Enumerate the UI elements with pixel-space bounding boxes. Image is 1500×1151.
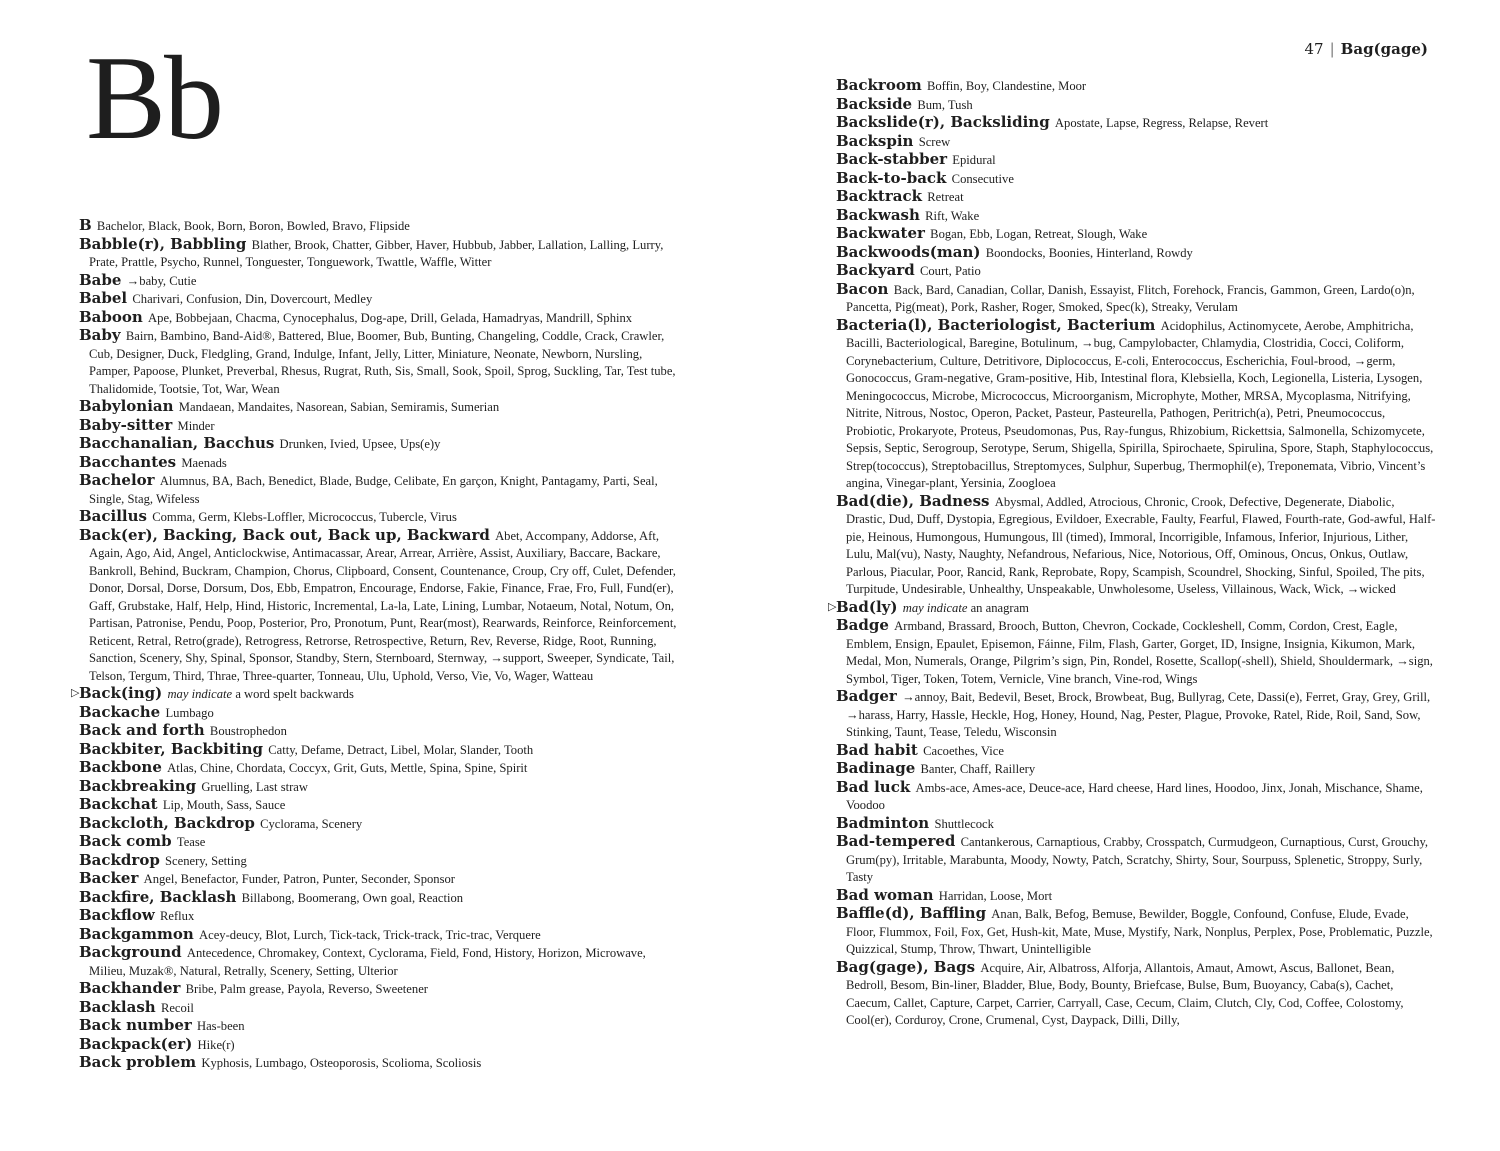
dictionary-entry — [836, 170, 1436, 189]
entry-headword: Back-to-back — [836, 168, 947, 187]
dictionary-entry — [79, 796, 679, 815]
dictionary-entry — [79, 926, 679, 945]
entry-definitions: Ambs-ace, Ames-ace, Deuce-ace, Hard cheese, Hard lines, Hoodoo, Jinx, Jonah, Mischance, Shame, Voodoo — [846, 780, 1423, 812]
entry-definitions: Court, Patio — [919, 264, 981, 278]
entry-headword: Back(ing) — [79, 684, 163, 702]
entry-definitions: Acey-deucy, Blot, Lurch, Tick-tack, Trick-track, Tric-trac, Verquere — [199, 927, 541, 942]
entry-headword: Back comb — [79, 832, 172, 850]
entry-definitions: Consecutive — [951, 171, 1014, 186]
entry-definitions: Lip, Mouth, Sass, Sauce — [162, 798, 286, 812]
dictionary-entry — [836, 262, 1436, 281]
entry-headword: Backbreaking — [79, 776, 197, 795]
entry-definitions: →baby, Cutie — [126, 273, 197, 288]
entry-headword: Backlash — [79, 997, 156, 1016]
entry-headword: Backfire, Backlash — [79, 887, 237, 906]
entry-definitions: Acquire, Air, Albatross, Alforja, Allantois, Amaut, Amowt, Ascus, Ballonet, Bean, Bedroll, Besom, Bin-liner, Bladder, Blue, Body, Bounty, Briefcase, Bulse, Bum, Buoyancy, Caba(s), Cachet, Caecum, Callet, Capture, Carpet, Carrier, Carryall, Case, Cecum, Claim, Clutch, Cly, Cod, Coffee, Colostomy, Cool(er), Corduroy, Crone, Crumenal, Cyst, Daypack, Dilli, Dilly, — [846, 960, 1404, 1027]
entry-headword: Backbone — [79, 758, 162, 776]
running-head: Bag(gage) — [1340, 40, 1428, 58]
entry-definitions: Has-been — [197, 1019, 245, 1033]
entry-headword: Backer — [79, 869, 139, 887]
dictionary-entry — [79, 1036, 679, 1055]
entry-definitions: Bribe, Palm grease, Payola, Reverso, Sweetener — [185, 982, 428, 996]
entry-definitions: Abysmal, Addled, Atrocious, Chronic, Crook, Defective, Degenerate, Diabolic, Drastic, Dud, Duff, Dystopia, Egregious, Evildoer, Execrable, Faulty, Fearful, Flawed, Fourth-rate, God-awful, Half-pie, Heinous, Humongous, Humungous, Ill (timed), Immoral, Incorrigible, Infamous, Inferior, Injurious, Lither, Lulu, Mal(vu), Nasty, Naughty, Nefandrous, Nefarious, Nice, Notorious, Off, Ominous, Oncus, Onkus, Outlaw, Parlous, Piacular, Poor, Rancid, Rank, Reprobate, Ropy, Scampish, Scoundrel, Shocking, Sinful, Spoiled, The pits, Turpitude, Undesirable, Unhealthy, Unspeakable, Unwholesome, Useless, Villainous, Wack, Wick, →wicked — [846, 494, 1436, 596]
entry-headword: Bad-tempered — [836, 832, 956, 850]
entry-headword: Back and forth — [79, 721, 205, 739]
entry-headword: Bacchantes — [79, 452, 177, 471]
entry-definitions: Alumnus, BA, Bach, Benedict, Blade, Budge, Celibate, En garçon, Knight, Pantagamy, Parti, Seal, Single, Stag, Wifeless — [89, 474, 658, 506]
dictionary-entry — [79, 1054, 679, 1073]
dictionary-entry — [836, 96, 1436, 115]
entry-headword: Babble(r), Babbling — [79, 234, 247, 253]
dictionary-entry — [79, 309, 679, 328]
entry-headword: Bad habit — [836, 740, 918, 759]
entry-definitions: →annoy, Bait, Bedevil, Beset, Brock, Browbeat, Bug, Bullyrag, Cete, Dassi(e), Ferret, Gray, Grey, Grill, →harass, Harry, Hassle, Heckle, Hog, Honey, Hound, Nag, Pester, Plague, Provoke, Ratel, Ride, Roil, Sand, Sow, Stinking, Taunt, Tease, Teledu, Wisconsin — [846, 690, 1431, 739]
entry-definitions: Drunken, Ivied, Upsee, Ups(e)y — [279, 437, 441, 451]
dictionary-entry — [71, 684, 679, 704]
dictionary-entry — [79, 472, 679, 508]
dictionary-entry — [79, 527, 679, 686]
entry-headword: Baby — [79, 326, 121, 344]
entry-definitions: a word spelt backwards — [235, 687, 354, 701]
dictionary-entry — [836, 493, 1436, 599]
entry-definitions: Bogan, Ebb, Logan, Retreat, Slough, Wake — [930, 227, 1148, 241]
entry-definitions: Back, Bard, Canadian, Collar, Danish, Essayist, Flitch, Forehock, Francis, Gammon, Green, Lardo(o)n, Pancetta, Pig(meat), Pork, Rasher, Roger, Smoked, Spec(k), Streaky, Verulam — [846, 282, 1415, 314]
dictionary-entry — [79, 508, 679, 527]
entry-headword: Background — [79, 943, 182, 961]
entry-headword: Backflow — [79, 906, 155, 924]
entry-definitions: Abet, Accompany, Addorse, Aft, Again, Ago, Aid, Angel, Anticlockwise, Antimacassar, Arear, Arrear, Arrière, Assist, Auxiliary, Baccare, Backare, Bankroll, Behind, Buckram, Champion, Chorus, Clipboard, Consent, Countenance, Croup, Cry off, Culet, Defender, Donor, Dorsal, Dorse, Dorsum, Dos, Ebb, Empatron, Encourage, Endorse, Fakie, Finance, Frae, Fro, Full, Fund(er), Gaff, Grubstake, Half, Help, Hind, Historic, Incremental, La-la, Late, Lining, Lumbar, Notaeum, Notal, Notum, On, Partisan, Patronise, Pendu, Poop, Posterior, Pro, Pronotum, Punt, Rear(most), Rearwards, Reinforce, Reinforcement, Reticent, Retral, Retro(grade), Retrogress, Retrorse, Retrospective, Return, Rev, Reverse, Ridge, Root, Running, Sanction, Scenery, Shy, Spinal, Sponsor, Standby, Stern, Sternboard, Sternway, →support, Sweeper, Syndicate, Tail, Telson, Tergum, Third, Thrae, Three-quarter, Tonneau, Ulu, Uphold, Verso, Vie, Vo, Wager, Watteau — [89, 528, 677, 683]
entry-definitions: Retreat — [927, 190, 964, 204]
entry-headword: Babylonian — [79, 397, 174, 415]
entry-definitions: Armband, Brassard, Brooch, Button, Chevron, Cockade, Cockleshell, Comm, Cordon, Crest, Eagle, Emblem, Ensign, Epaulet, Episemon, Fáinne, Film, Flash, Garter, Gorget, ID, Insigne, Insignia, Kikumon, Mark, Medal, Mon, Numerals, Orange, Pilgrim’s sign, Pin, Rondel, Rosette, Scallop(-shell), Shield, Shouldermark, →sign, Symbol, Tiger, Token, Totem, Vernicle, Vine branch, Vine-rod, Wings — [846, 619, 1433, 686]
entry-definitions: Boondocks, Boonies, Hinterland, Rowdy — [985, 245, 1193, 260]
entry-definitions: Mandaean, Mandaites, Nasorean, Sabian, Semiramis, Sumerian — [178, 400, 500, 414]
entry-definitions: Scenery, Setting — [165, 853, 247, 868]
dictionary-entry — [79, 907, 679, 926]
dictionary-entry — [836, 244, 1436, 263]
entry-headword: Backslide(r), Backsliding — [836, 113, 1050, 131]
indicator-triangle-icon: ▷ — [828, 600, 837, 613]
dictionary-entry — [79, 704, 679, 723]
entry-definitions: Bairn, Bambino, Band-Aid®, Battered, Blue, Boomer, Bub, Bunting, Changeling, Coddle, Crack, Crawler, Cub, Designer, Duck, Fledgling, Grand, Indulge, Infant, Jelly, Litter, Miniature, Neonate, Newborn, Nursling, Pamper, Papoose, Plunket, Preverbal, Rhesus, Rugrat, Ruth, Sis, Small, Sook, Spoil, Sprog, Suckling, Tar, Test tube, Thalidomide, Tootsie, Tot, War, Wean — [89, 329, 676, 396]
right-column — [828, 76, 1436, 1030]
entry-headword: Babel — [79, 289, 128, 307]
entry-definitions: Angel, Benefactor, Funder, Patron, Punter, Seconder, Sponsor — [143, 872, 455, 886]
entry-headword: B — [79, 216, 92, 234]
dictionary-entry — [79, 980, 679, 999]
entry-headword: Bag(gage), Bags — [836, 957, 976, 976]
entry-headword: Backhander — [79, 979, 181, 997]
entry-headword: Backroom — [836, 76, 922, 94]
indicator-triangle-icon: ▷ — [71, 687, 80, 699]
entry-headword: Backyard — [836, 261, 915, 279]
dictionary-entry — [79, 944, 679, 980]
entry-definitions: Screw — [918, 134, 951, 149]
dictionary-entry — [836, 760, 1436, 779]
entry-headword: Backtrack — [836, 187, 923, 205]
entry-headword: Backache — [79, 702, 161, 721]
page-header — [1305, 40, 1428, 58]
entry-italic-note: may indicate — [902, 600, 968, 615]
dictionary-entry — [836, 779, 1436, 815]
entry-definitions: Apostate, Lapse, Regress, Relapse, Revert — [1054, 116, 1269, 130]
entry-definitions: Antecedence, Chromakey, Context, Cyclorama, Field, Fond, History, Horizon, Microwave, Milieu, Muzak®, Natural, Retrally, Scenery, Setting, Ulterior — [89, 946, 646, 978]
entry-definitions: Billabong, Boomerang, Own goal, Reaction — [241, 890, 464, 905]
entry-definitions: Gruelling, Last straw — [201, 779, 308, 794]
dictionary-entry — [828, 597, 1436, 618]
entry-headword: Badminton — [836, 813, 930, 832]
entry-definitions: Boustrophedon — [209, 724, 287, 738]
dictionary-entry — [79, 417, 679, 436]
entry-headword: Backpack(er) — [79, 1034, 193, 1053]
dictionary-entry — [836, 133, 1436, 152]
entry-headword: Bad(die), Badness — [836, 491, 990, 510]
entry-definitions: Shuttlecock — [934, 816, 994, 831]
dictionary-entry — [79, 741, 679, 760]
entry-definitions: Tease — [176, 835, 206, 849]
entry-headword: Backchat — [79, 795, 158, 813]
entry-headword: Back problem — [79, 1053, 197, 1071]
entry-definitions: Cantankerous, Carnaptious, Crabby, Crosspatch, Curmudgeon, Curnaptious, Curst, Grouchy, Grum(py), Irritable, Marabunta, Moody, Nowty, Patch, Scratchy, Shirty, Sour, Sourpuss, Splenetic, Stroppy, Surly, Tasty — [846, 835, 1429, 884]
entry-headword: Backwater — [836, 224, 925, 242]
entry-definitions: Lumbago — [165, 705, 214, 720]
entry-definitions: Recoil — [160, 1000, 194, 1015]
entry-definitions: Epidural — [952, 153, 996, 167]
dictionary-entry — [836, 617, 1436, 688]
dictionary-entry — [836, 815, 1436, 834]
entry-definitions: Hike(r) — [197, 1037, 235, 1052]
entry-definitions: Acidophilus, Actinomycete, Aerobe, Amphitricha, Bacilli, Bacteriological, Baregine, Botulinum, →bug, Campylobacter, Chlamydia, Clostridia, Cocci, Coliform, Corynebacterium, Culture, Detritivore, Diplococcus, E-coli, Enterococcus, Escherichia, Foul-brood, →germ, Gonococcus, Gram-negative, Gram-positive, Hib, Intestinal flora, Klebsiella, Koch, Legionella, Listeria, Lysogen, Meningococcus, Microbe, Micrococcus, Microorganism, Microphyte, Mother, MRSA, Mycoplasma, Nitrifying, Nitrite, Nitrous, Nostoc, Operon, Packet, Pasteur, Pasteurella, Pathogen, Peritrich(a), Petri, Pneumococcus, Probiotic, Prokaryote, Proteus, Pseudomonas, Pus, Ray-fungus, Rhizobium, Rickettsia, Salmonella, Schizomycete, Sepsis, Septic, Serogroup, Serotype, Serum, Shigella, Spirilla, Spirochaete, Spirulina, Spore, Staph, Staphylococcus, Strep(tococcus), Streptobacillus, Streptomyces, Sulphur, Superbug, Thermophil(e), Treponemata, Vibrio, Vincent’s angina, Vinegar-plant, Yersinia, Zoogloea — [846, 318, 1434, 490]
entry-definitions: Harridan, Loose, Mort — [938, 888, 1053, 903]
dictionary-entry — [836, 207, 1436, 226]
entry-headword: Bad luck — [836, 777, 911, 796]
dictionary-entry — [79, 398, 679, 417]
dictionary-entry — [79, 870, 679, 889]
entry-definitions: Maenads — [181, 455, 227, 470]
entry-headword: Backcloth, Backdrop — [79, 813, 255, 832]
dictionary-entry — [79, 217, 679, 236]
dictionary-entry — [79, 236, 679, 272]
dictionary-entry — [836, 188, 1436, 207]
dictionary-entry — [79, 454, 679, 473]
dictionary-entry — [79, 435, 679, 454]
entry-definitions: Bum, Tush — [917, 97, 973, 112]
dictionary-entry — [836, 833, 1436, 887]
entry-definitions: Blather, Brook, Chatter, Gibber, Haver, Hubbub, Jabber, Lallation, Lalling, Lurry, Prate, Prattle, Psycho, Runnel, Tonguester, Tonguework, Twattle, Waffle, Witter — [89, 237, 664, 269]
dictionary-entry — [836, 281, 1436, 317]
dictionary-entry — [79, 290, 679, 309]
entry-definitions: Banter, Chaff, Raillery — [920, 762, 1036, 776]
dictionary-entry — [79, 778, 679, 797]
entry-headword: Backspin — [836, 131, 914, 150]
entry-headword: Back-stabber — [836, 150, 948, 168]
entry-headword: Bacillus — [79, 507, 147, 525]
entry-definitions: Bachelor, Black, Book, Born, Boron, Bowled, Bravo, Flipside — [96, 219, 410, 233]
entry-headword: Bad woman — [836, 885, 934, 904]
entry-definitions: Ape, Bobbejaan, Chacma, Cynocephalus, Dog-ape, Drill, Gelada, Hamadryas, Mandrill, Sphinx — [148, 310, 633, 325]
section-letter: Bb — [86, 31, 223, 164]
entry-headword: Backside — [836, 94, 913, 113]
entry-definitions: Anan, Balk, Befog, Bemuse, Bewilder, Boggle, Confound, Confuse, Elude, Evade, Floor, Flummox, Foil, Fox, Get, Hush-kit, Mate, Muse, Mystify, Nark, Nonplus, Perplex, Pose, Problematic, Puzzle, Quizzical, Stump, Throw, Thwart, Unintelligible — [846, 907, 1433, 956]
entry-definitions: Rift, Wake — [925, 208, 980, 223]
dictionary-entry — [79, 833, 679, 852]
dictionary-entry — [836, 114, 1436, 133]
entry-headword: Bad(ly) — [836, 597, 898, 616]
entry-definitions: Reflux — [159, 909, 195, 923]
entry-headword: Backgammon — [79, 924, 194, 943]
dictionary-entry — [836, 887, 1436, 906]
entry-definitions: an anagram — [970, 600, 1029, 615]
entry-headword: Badinage — [836, 759, 916, 777]
entry-definitions: Cacoethes, Vice — [923, 743, 1004, 758]
dictionary-entry — [79, 815, 679, 834]
dictionary-entry — [79, 999, 679, 1018]
dictionary-entry — [836, 151, 1436, 170]
dictionary-entry — [79, 272, 679, 291]
entry-headword: Baby-sitter — [79, 415, 173, 434]
entry-definitions: Boffin, Boy, Clandestine, Moor — [926, 79, 1087, 93]
entry-definitions: Minder — [177, 418, 215, 433]
page-number: 47 — [1304, 40, 1324, 58]
entry-headword: Bacon — [836, 279, 889, 298]
entry-headword: Babe — [79, 270, 122, 289]
dictionary-entry — [836, 959, 1436, 1030]
dictionary-entry — [836, 77, 1436, 96]
entry-headword: Backdrop — [79, 850, 160, 869]
entry-headword: Backwoods(man) — [836, 242, 981, 261]
dictionary-entry — [836, 225, 1436, 244]
entry-headword: Back(er), Backing, Back out, Back up, Backward — [79, 525, 490, 544]
entry-definitions: Charivari, Confusion, Din, Dovercourt, Medley — [132, 292, 373, 306]
dictionary-entry — [79, 759, 679, 778]
entry-headword: Bacchanalian, Bacchus — [79, 434, 275, 452]
entry-italic-note: may indicate — [167, 687, 233, 701]
entry-definitions: Kyphosis, Lumbago, Osteoporosis, Scolioma, Scoliosis — [201, 1056, 482, 1070]
entry-definitions: Comma, Germ, Klebs-Loffler, Micrococcus, Tubercle, Virus — [152, 510, 457, 524]
entry-headword: Badge — [836, 616, 889, 634]
entry-headword: Backwash — [836, 205, 920, 224]
entry-headword: Baboon — [79, 307, 143, 326]
entry-headword: Bacteria(l), Bacteriologist, Bacterium — [836, 315, 1156, 334]
dictionary-entry — [836, 742, 1436, 761]
entry-headword: Badger — [836, 687, 897, 705]
left-column — [71, 216, 679, 1073]
dictionary-entry — [836, 905, 1436, 959]
dictionary-entry — [79, 327, 679, 398]
dictionary-entry — [836, 317, 1436, 493]
dictionary-entry — [79, 722, 679, 741]
entry-headword: Bachelor — [79, 471, 155, 489]
dictionary-entry — [79, 852, 679, 871]
dictionary-entry — [79, 1017, 679, 1036]
dictionary-entry — [836, 688, 1436, 742]
header-separator: | — [1329, 40, 1335, 58]
entry-definitions: Cyclorama, Scenery — [260, 816, 363, 831]
dictionary-entry — [79, 889, 679, 908]
entry-definitions: Catty, Defame, Detract, Libel, Molar, Slander, Tooth — [268, 742, 534, 757]
entry-headword: Backbiter, Backbiting — [79, 739, 263, 758]
entry-headword: Baffle(d), Baffling — [836, 904, 987, 922]
entry-definitions: Atlas, Chine, Chordata, Coccyx, Grit, Guts, Mettle, Spina, Spine, Spirit — [167, 761, 528, 775]
entry-headword: Back number — [79, 1016, 192, 1034]
